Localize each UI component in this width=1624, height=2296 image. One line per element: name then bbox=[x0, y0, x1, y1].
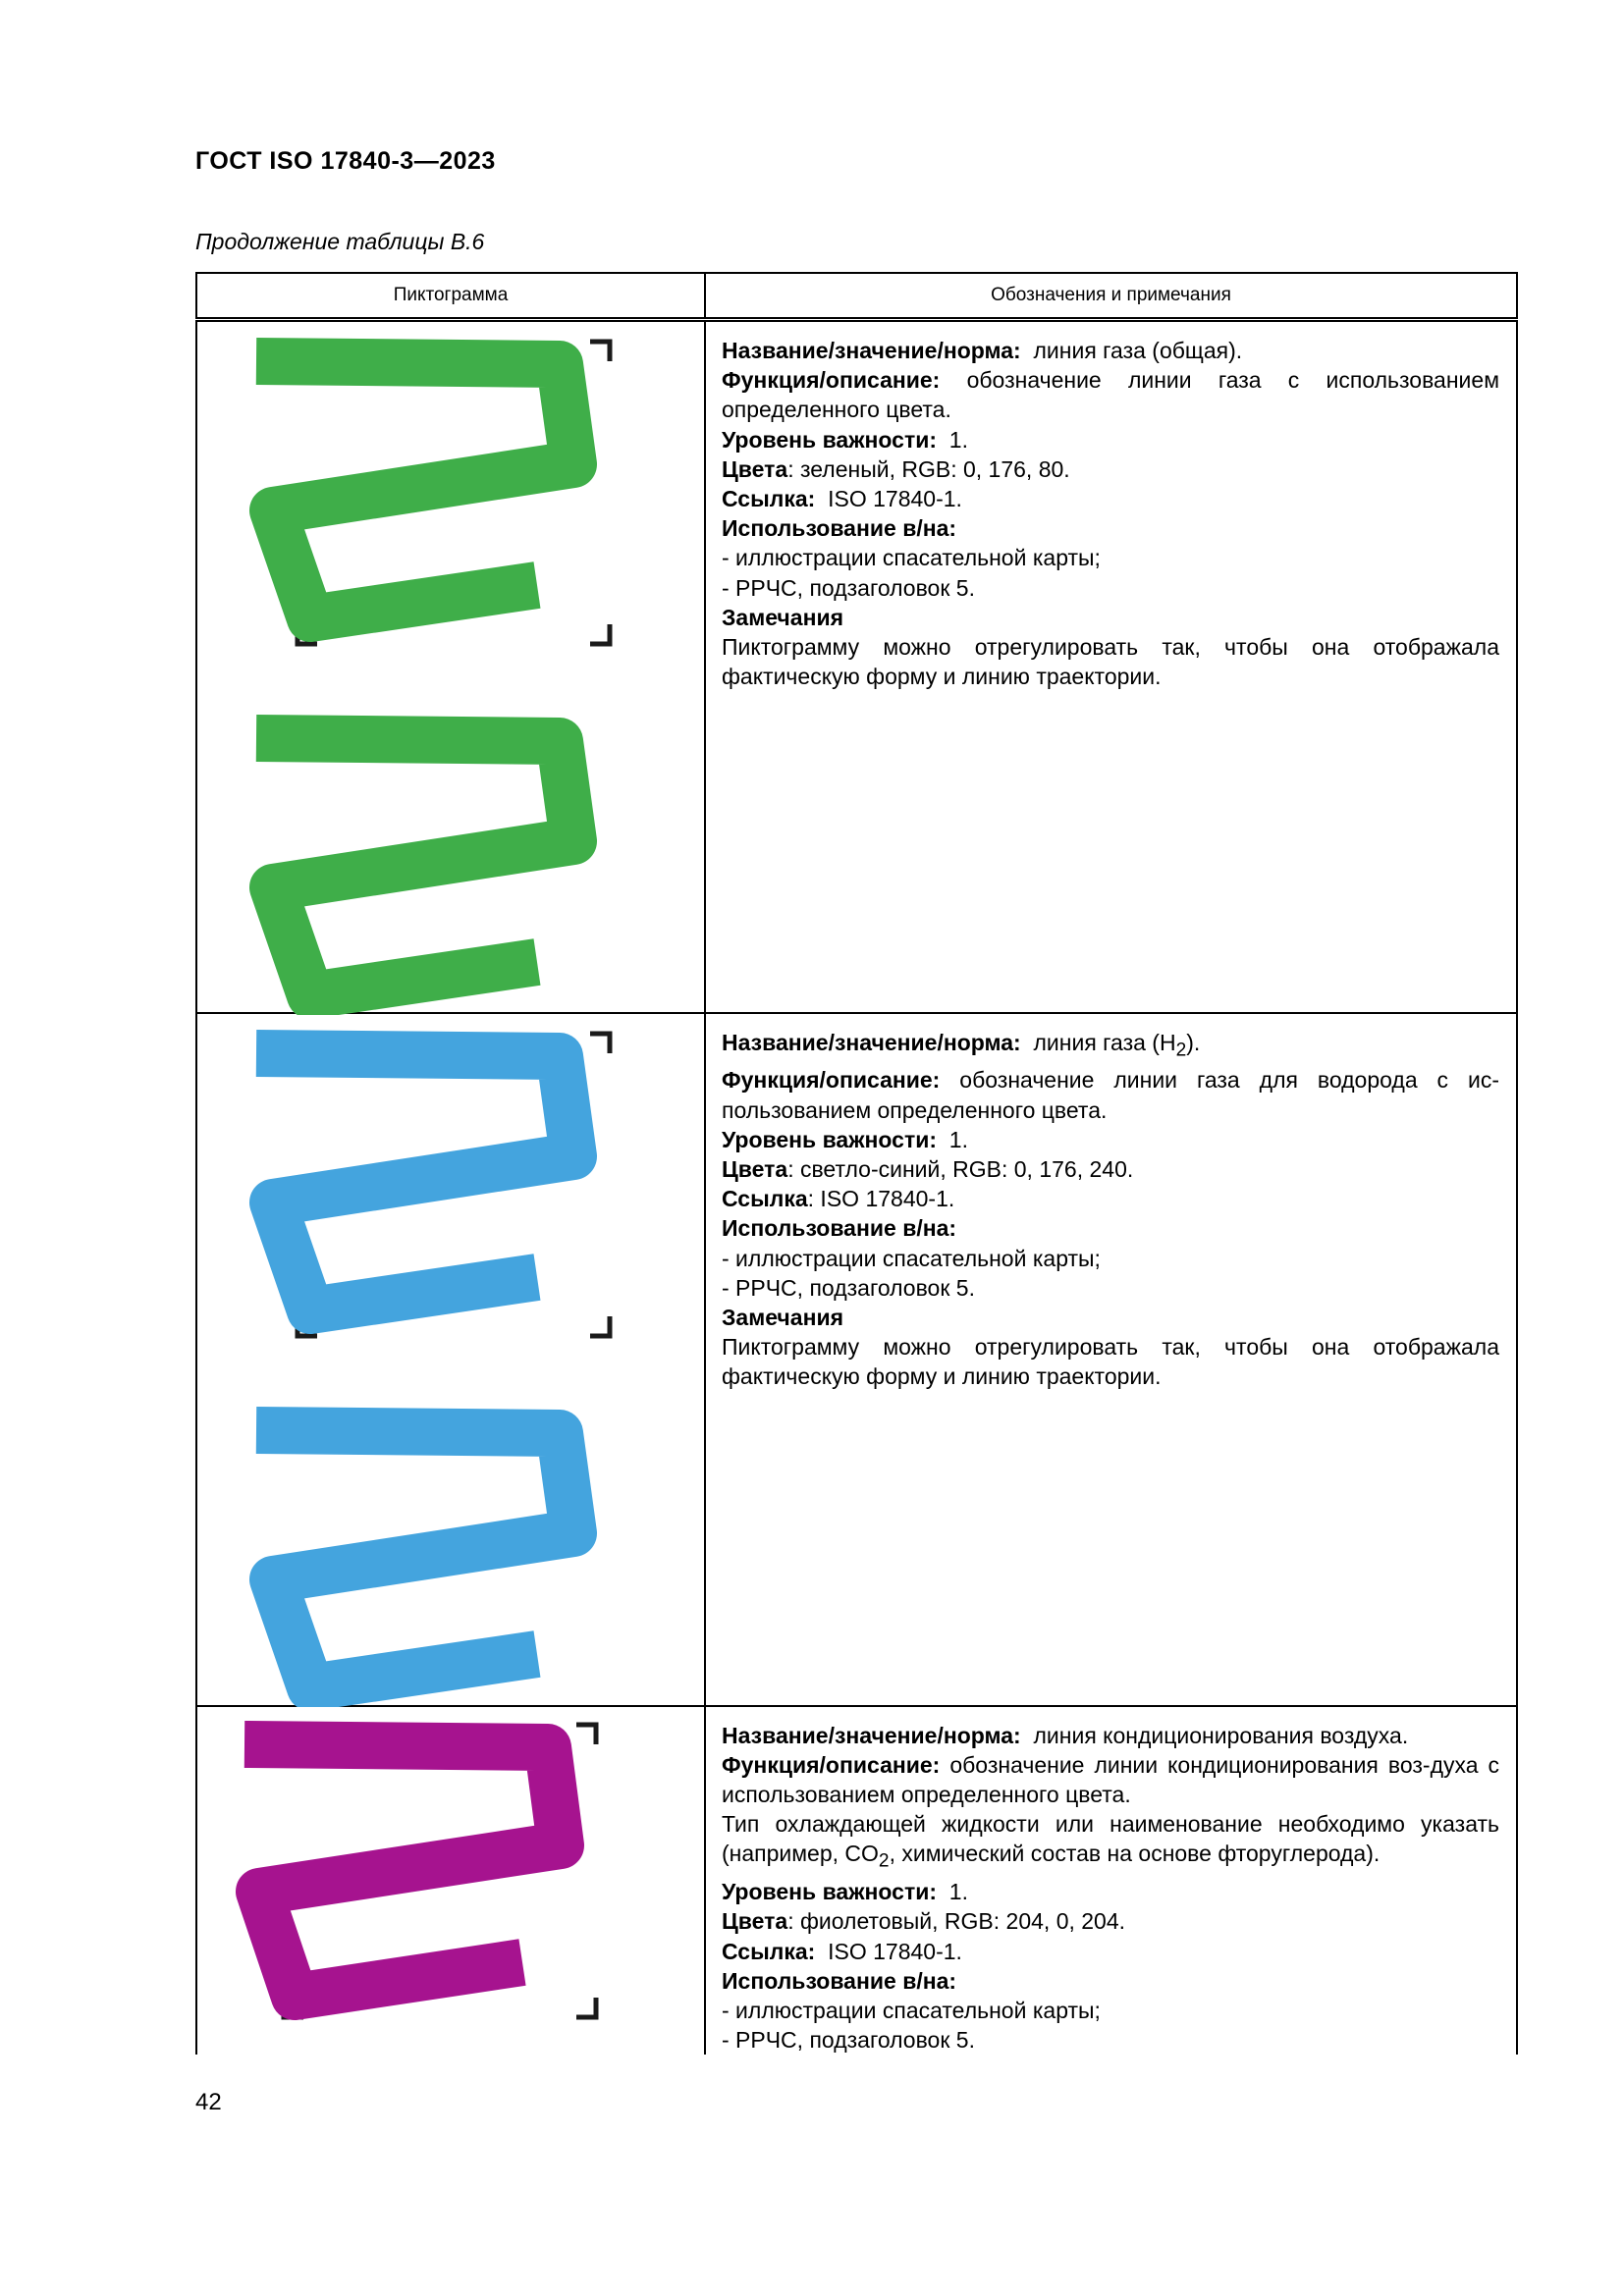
table-row bbox=[196, 1013, 1517, 1706]
list-item: - иллюстрации спасательной карты; bbox=[722, 1245, 1101, 1271]
header-notes: Обозначения и примечания bbox=[705, 273, 1517, 320]
notes-cell: Название/значение/норма: линия кондиционирования воздуха. Функция/описание: обозначение линии кондиционирования воз-духа с использованием определенного цвета. Тип охлаждающей жидкости или наименование необходимо указать (например, $CO_2$, химический состав на основе фторуглерода). Уровень важности: 1. Цвета: фиолетовый, RGB: 204, 0, 204. Ссылка: ISO 17840-1. Использование в/на: - иллюстрации спасательной карты; - РРЧС, подзаголовок 5. bbox=[705, 1706, 1517, 2056]
header-pictogram: Пиктограмма bbox=[196, 273, 705, 320]
notes-cell: Название/значение/норма: линия газа $(H_2)$. Функция/описание: обозначение линии газа для водорода с ис-пользованием определенного цвета. Уровень важности: 1. Цвета: светло-синий, RGB: 0, 176, 240. Ссылка: ISO 17840-1. Использование в/на: - иллюстрации спасательной карты; - РРЧС, подзаголовок 5. Замечания Пиктограмму можно отрегулировать так, чтобы она отображала фактическую форму и линию траектории. bbox=[705, 1013, 1517, 1706]
gas-line-shape-free bbox=[256, 738, 573, 995]
pictogram-cell bbox=[196, 1706, 705, 2056]
pictogram-cell bbox=[196, 320, 705, 1013]
gas-line-shape-free bbox=[256, 1430, 573, 1687]
gas-line-shape-framed bbox=[256, 1053, 573, 1310]
list-item: - РРЧС, подзаголовок 5. bbox=[722, 574, 975, 601]
document-code: ГОСТ ISO 17840-3—2023 bbox=[195, 147, 496, 175]
list-item: - РРЧС, подзаголовок 5. bbox=[722, 2027, 975, 2054]
pictogram-cell bbox=[196, 1013, 705, 1706]
table-caption: Продолжение таблицы В.6 bbox=[195, 229, 485, 254]
pictogram-table bbox=[195, 272, 1518, 2055]
gas-line-shape-framed bbox=[256, 361, 573, 618]
table-row bbox=[196, 1706, 1517, 2056]
pictogram-gas-line-general bbox=[197, 322, 706, 1015]
pictogram-ac-line bbox=[197, 1707, 706, 2053]
list-item: - РРЧС, подзаголовок 5. bbox=[722, 1274, 975, 1301]
list-item: - иллюстрации спасательной карты; bbox=[722, 1997, 1101, 2023]
notes-cell: Название/значение/норма: линия газа (общая). Функция/описание: обозначение линии газа с использованием определенного цвета. Уровень важности: 1. Цвета: зеленый, RGB: 0, 176, 80. Ссылка: ISO 17840-1. Использование в/на: - иллюстрации спасательной карты; - РРЧС, подзаголовок 5. Замечания Пиктограмму можно отрегулировать так, чтобы она отображала фактическую форму и линию траектории. bbox=[705, 320, 1517, 1013]
list-item: - иллюстрации спасательной карты; bbox=[722, 545, 1101, 571]
table-row bbox=[196, 320, 1517, 1013]
pictogram-gas-line-h2 bbox=[197, 1014, 706, 1707]
table-header-row bbox=[196, 273, 1517, 320]
ac-line-shape bbox=[244, 1744, 561, 1997]
page-number: 42 bbox=[195, 2089, 222, 2115]
